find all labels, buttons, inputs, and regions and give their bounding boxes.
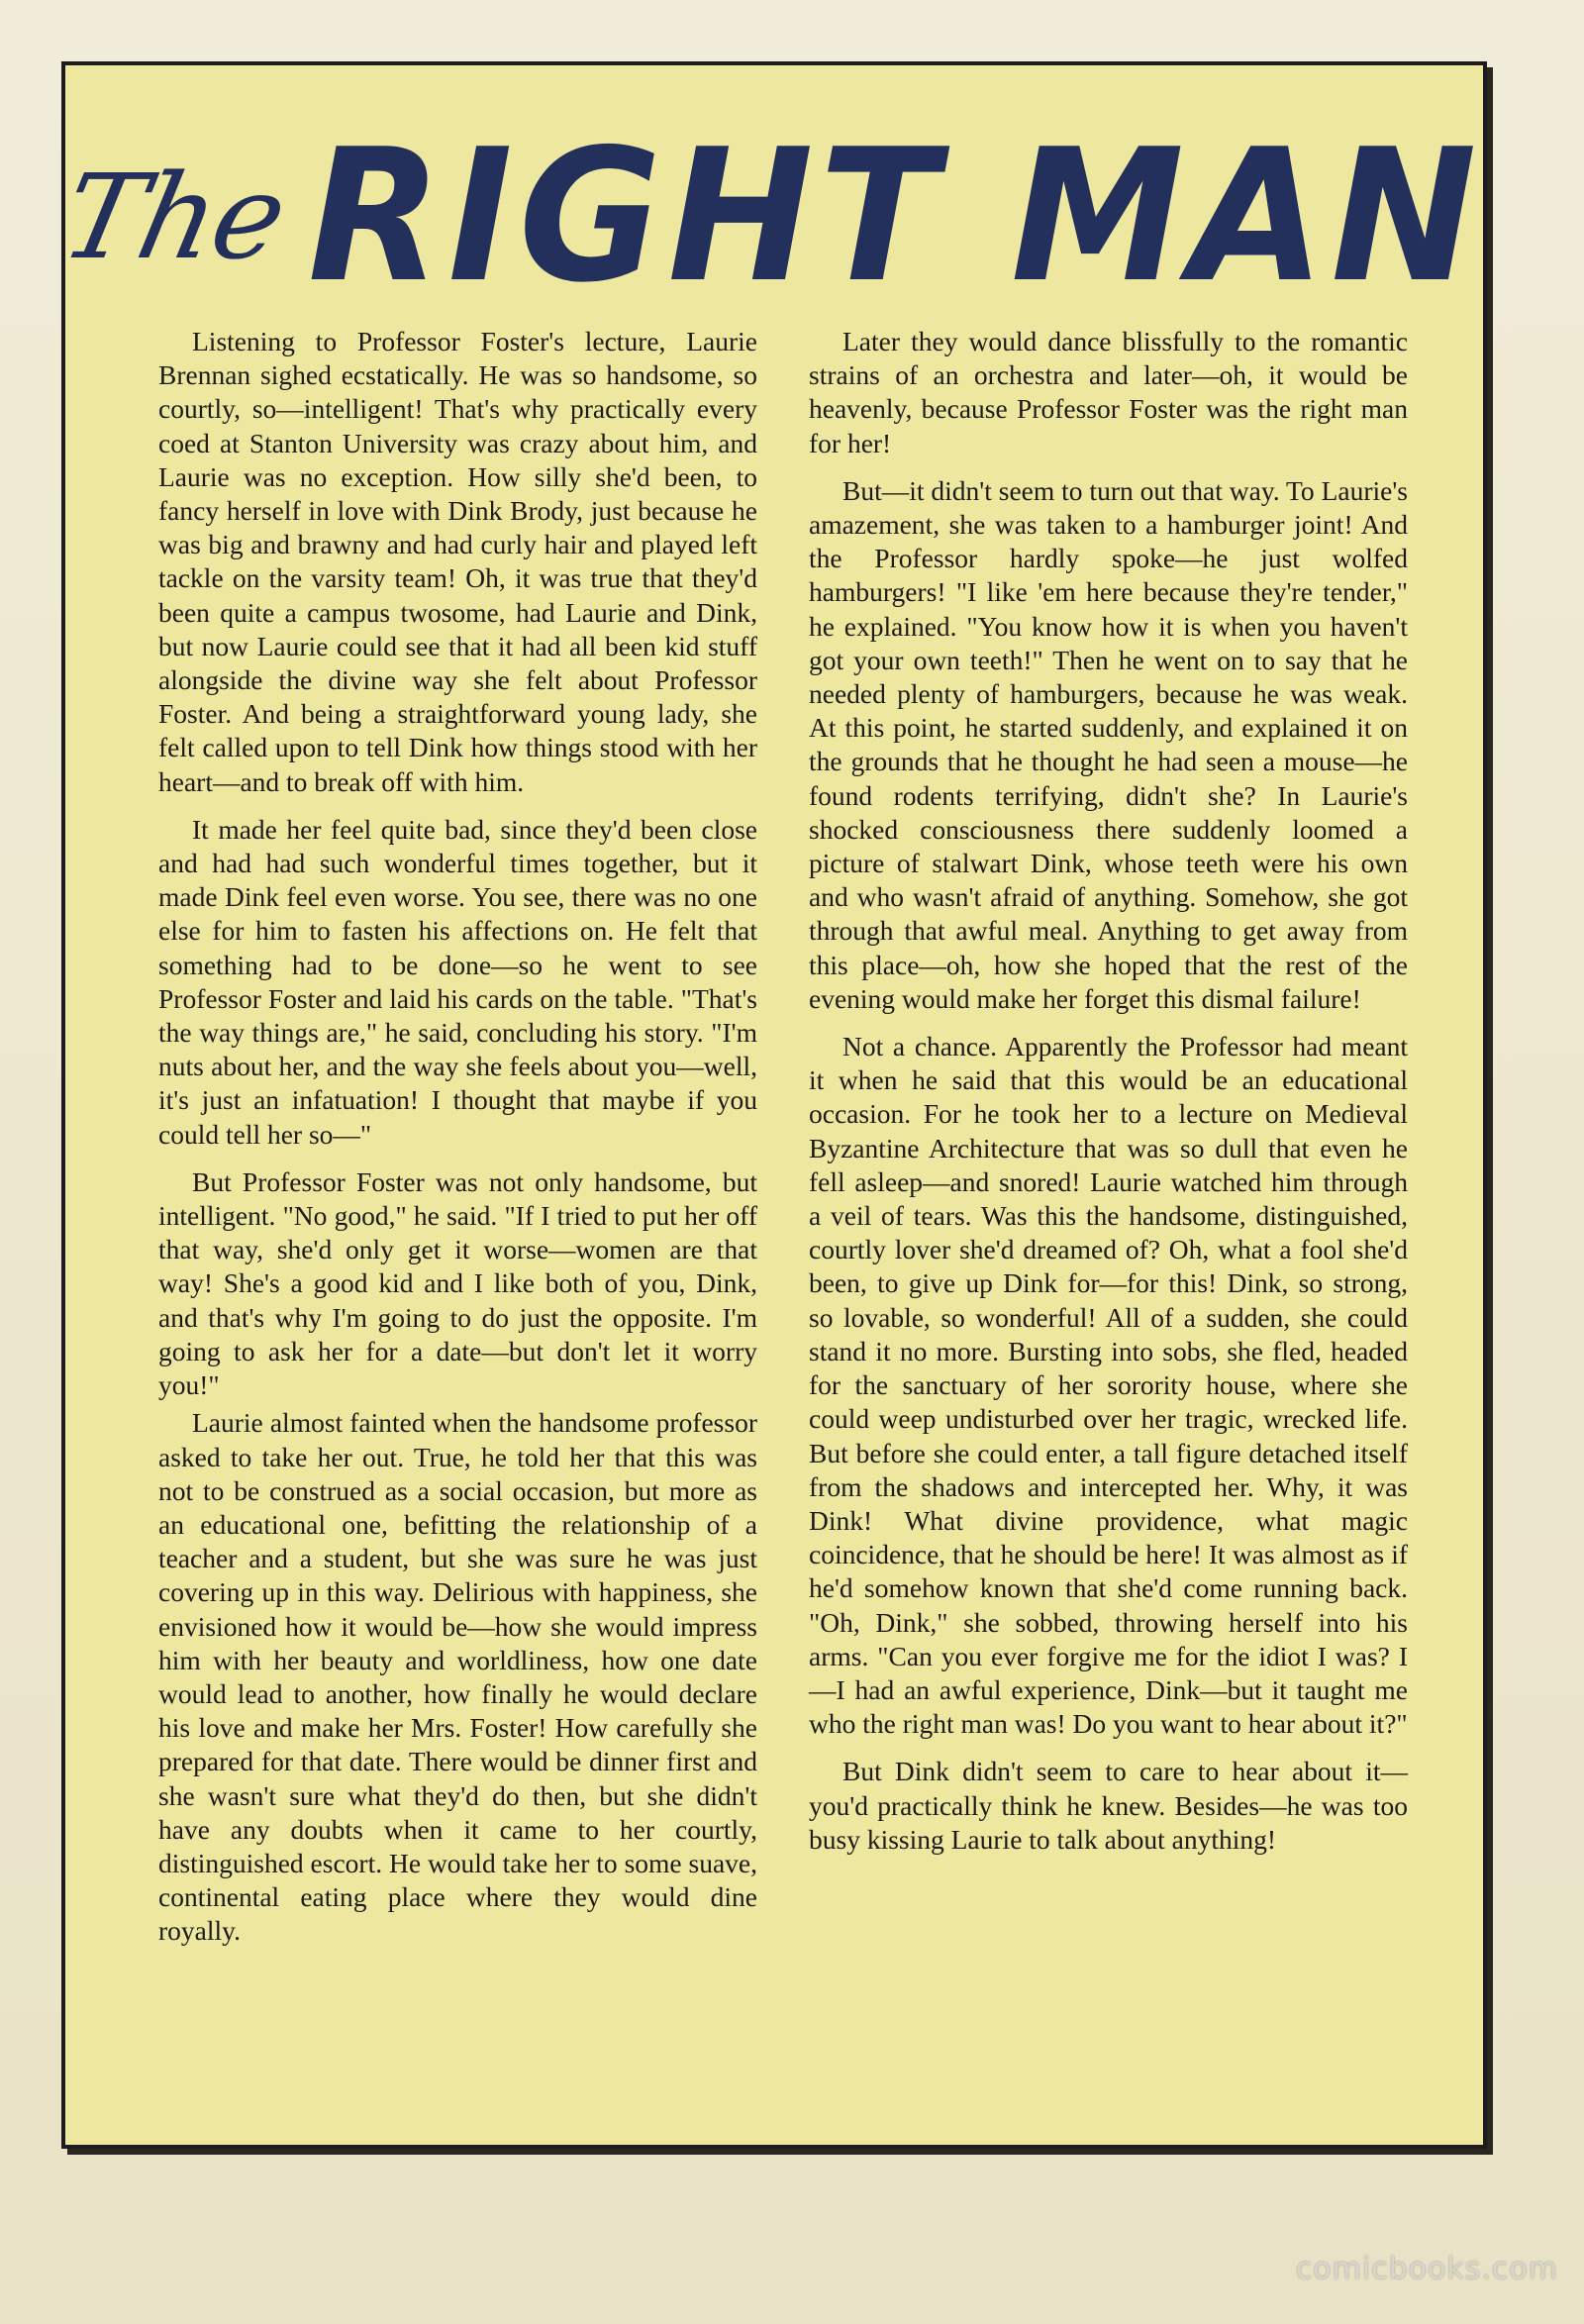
paragraph: But—it didn't seem to turn out that way. To Laurie's amazement, she was taken to a hamburger joint! And the Professor hardly spoke—he just wolfed hamburgers! "I like 'em here because they're tender," he explained. "You know how it is when you haven't got your own teeth!" Then he went on to say that he needed plenty of hamburgers, because he was weak. At this point, he started suddenly, and explained it on the grounds that he thought he had seen a mouse—he found rodents terrifying, didn't she? In Laurie's shocked consciousness there suddenly loomed a picture of stalwart Dink, whose teeth were his own and who wasn't afraid of anything. Somehow, she got through that awful meal. Anything to get away from this place—oh, how she hoped that the rest of the evening would make her forget this dismal failure! [809, 474, 1408, 1014]
title-main-words: RIGHT MAN [307, 109, 1483, 324]
right-column [809, 325, 1408, 2137]
paragraph: Listening to Professor Foster's lecture, Laurie Brennan sighed ecstatically. He was so handsome, so courtly, so—intelligent! That's why practically every coed at Stanton University was crazy about him, and Laurie was no exception. How silly she'd been, to fancy herself in love with Dink Brody, just because he was big and brawny and had curly hair and played left tackle on the varsity team! Oh, it was true that they'd been quite a campus twosome, had Laurie and Dink, but now Laurie could see that it had all been kid stuff alongside the divine way she felt about Professor Foster. And being a straightforward young lady, she felt called upon to tell Dink how things stood with her heart—and to break off with him. [158, 326, 757, 797]
paragraph: Laurie almost fainted when the handsome professor asked to take her out. True, he told her that this was not to be construed as a social occasion, but more as an educational one, befitting the relationship of a teacher and a student, but she was sure he was just covering up in this way. Delirious with happiness, she envisioned how it would be—how she would impress him with her beauty and worldliness, how one date would lead to another, how finally he would declare his love and make her Mrs. Foster! How carefully she prepared for that date. There would be dinner first and she wasn't sure what they'd do then, but she didn't have any doubts when it came to her courtly, distinguished escort. He would take her to some suave, continental eating place where they would dine royally. [158, 1407, 757, 1947]
text-columns [158, 325, 1408, 2137]
paragraph: But Dink didn't seem to care to hear about it—you'd practically think he knew. Besides—he was too busy kissing Laurie to talk about anything! [809, 1756, 1408, 1855]
title-script-word: The [50, 148, 297, 285]
paragraph: Not a chance. Apparently the Professor had meant it when he said that this would be an educational occasion. For he took her to a lecture on Medieval Byzantine Architecture that was so dull that even he fell asleep—and snored! Laurie watched him through a veil of tears. Was this the handsome, distinguished, courtly lover she'd dreamed of? Oh, what a fool she'd been, to give up Dink for—for this! Dink, so strong, so lovable, so wonderful! All of a sudden, she could stand it no more. Bursting into sobs, she fled, headed for the sanctuary of her sorority house, where she could weep undisturbed over her tragic, wrecked life. But before she could enter, a tall figure detached itself from the shadows and intercepted her. Why, it was Dink! What divine providence, what magic coincidence, that he should be here! It was almost as if he'd somehow known that she'd come running back. "Oh, Dink," she sobbed, throwing herself into his arms. "Can you ever forgive me for the idiot I was? I—I had an awful experience, Dink—but it taught me who the right man was! Do you want to hear about it?" [809, 1031, 1408, 1740]
paragraph: Later they would dance blissfully to the romantic strains of an orchestra and later—oh, it would be heavenly, because Professor Foster was the right man for her! [809, 326, 1408, 458]
story-title [50, 109, 1483, 343]
story-panel [50, 61, 1487, 2149]
site-watermark: comicbooks.com [1295, 2252, 1558, 2286]
paragraph: It made her feel quite bad, since they'd been close and had had such wonderful times together, but it made Dink feel even worse. You see, there was no one else for him to fasten his affections on. He felt that something had to be done—so he went to see Professor Foster and laid his cards on the table. "That's the way things are," he said, concluding his story. "I'm nuts about her, and the way she feels about you—well, it's just an infatuation! I thought that maybe if you could tell her so—" [158, 813, 757, 1150]
left-column [158, 325, 757, 2137]
paragraph: But Professor Foster was not only handsome, but intelligent. "No good," he said. "If I tried to put her off that way, she'd only get it worse—women are that way! She's a good kid and I like both of you, Dink, and that's why I'm going to do just the opposite. I'm going to ask her for a date—but don't let it worry you!" [158, 1165, 757, 1401]
